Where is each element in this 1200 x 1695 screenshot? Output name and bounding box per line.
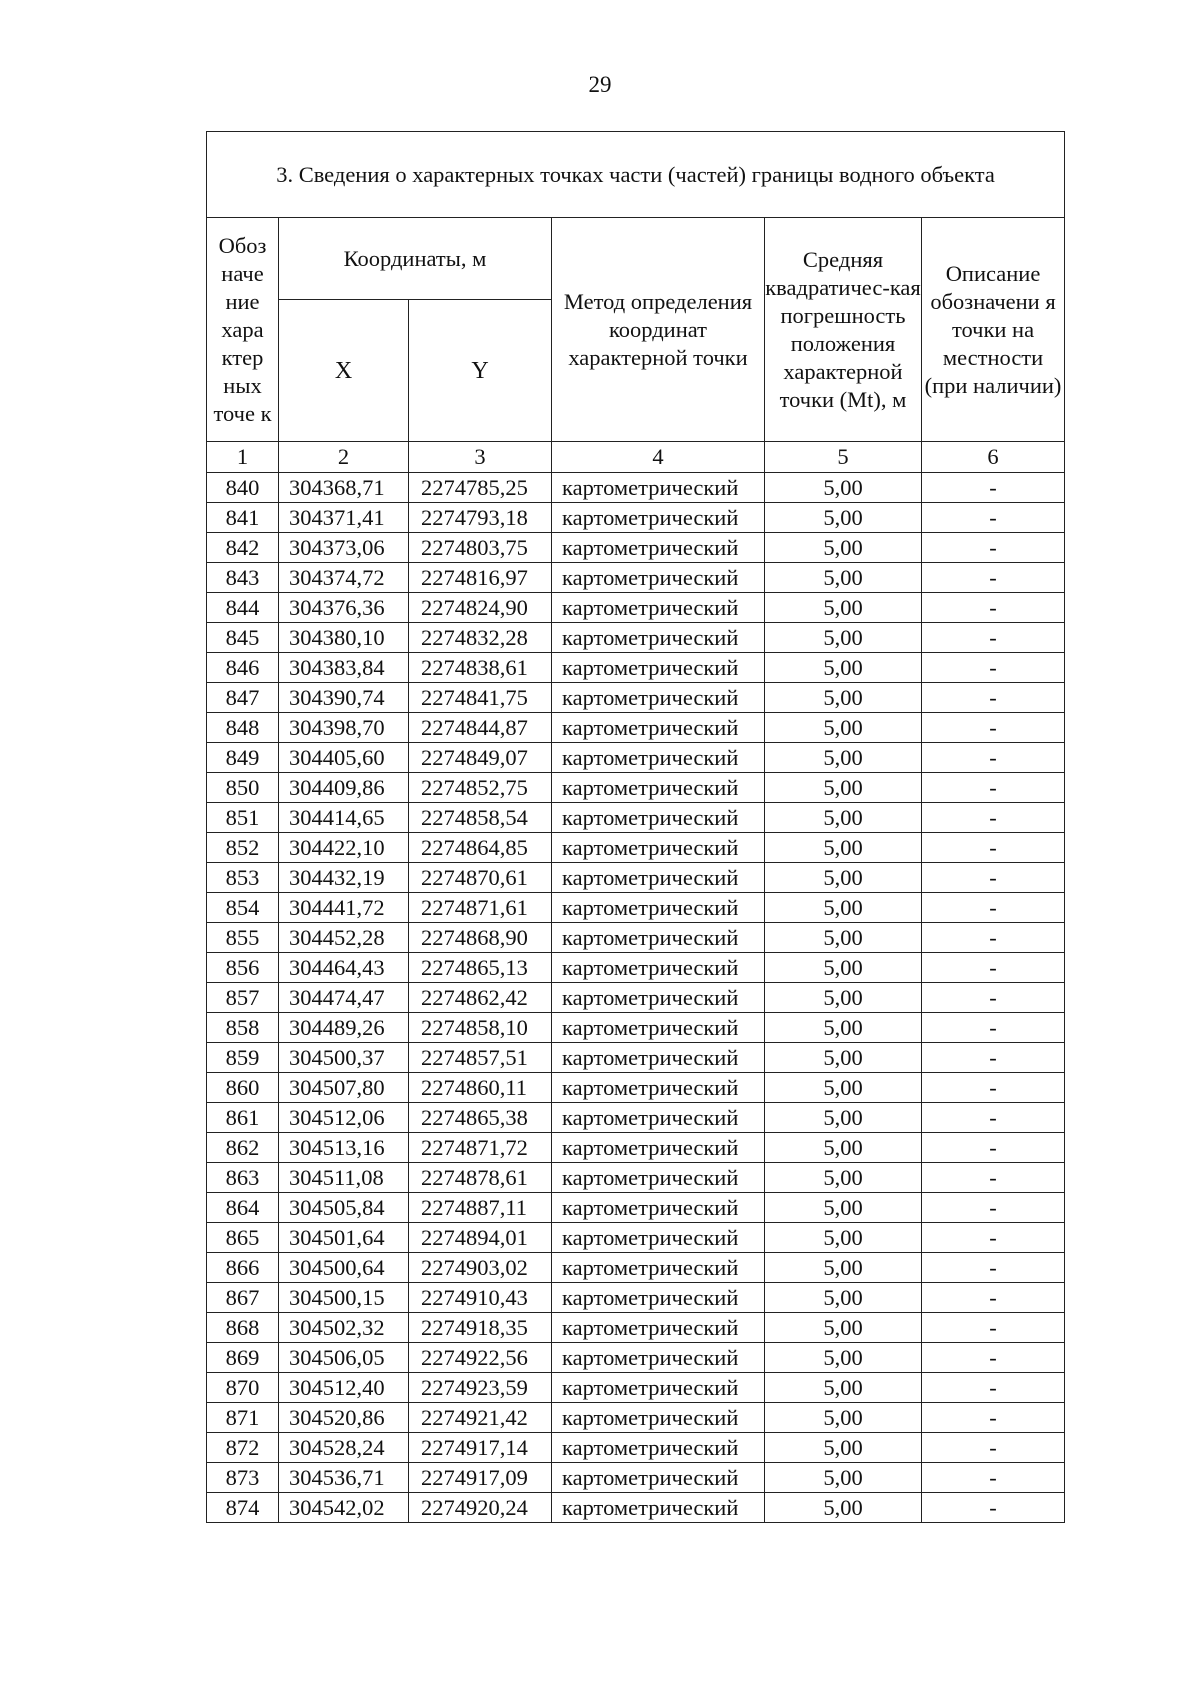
method-cell: картометрический: [552, 623, 765, 653]
table-row: [207, 1343, 1065, 1373]
description-cell: -: [922, 743, 1065, 773]
point-number-cell: 860: [207, 1073, 279, 1103]
table-row: [207, 983, 1065, 1013]
point-number-cell: 858: [207, 1013, 279, 1043]
error-cell: 5,00: [765, 923, 922, 953]
method-cell: картометрический: [552, 713, 765, 743]
coord-x-cell: 304409,86: [279, 773, 409, 803]
header-y: Y: [409, 300, 552, 442]
error-cell: 5,00: [765, 863, 922, 893]
coord-x-cell: 304405,60: [279, 743, 409, 773]
coord-x-cell: 304505,84: [279, 1193, 409, 1223]
point-number-cell: 869: [207, 1343, 279, 1373]
coord-x-cell: 304500,15: [279, 1283, 409, 1313]
coord-y-cell: 2274923,59: [409, 1373, 552, 1403]
point-number-cell: 853: [207, 863, 279, 893]
coord-y-cell: 2274785,25: [409, 473, 552, 503]
point-number-cell: 843: [207, 563, 279, 593]
error-cell: 5,00: [765, 1313, 922, 1343]
error-cell: 5,00: [765, 893, 922, 923]
table-row: [207, 1013, 1065, 1043]
point-number-cell: 850: [207, 773, 279, 803]
coord-x-cell: 304512,40: [279, 1373, 409, 1403]
error-cell: 5,00: [765, 1373, 922, 1403]
method-cell: картометрический: [552, 1103, 765, 1133]
error-cell: 5,00: [765, 683, 922, 713]
error-cell: 5,00: [765, 1163, 922, 1193]
point-number-cell: 855: [207, 923, 279, 953]
coord-x-cell: 304376,36: [279, 593, 409, 623]
boundary-points-table: [206, 131, 1065, 1523]
method-cell: картометрический: [552, 1043, 765, 1073]
point-number-cell: 866: [207, 1253, 279, 1283]
method-cell: картометрический: [552, 983, 765, 1013]
error-cell: 5,00: [765, 503, 922, 533]
error-cell: 5,00: [765, 1433, 922, 1463]
coord-x-cell: 304542,02: [279, 1493, 409, 1523]
method-cell: картометрический: [552, 1073, 765, 1103]
point-number-cell: 846: [207, 653, 279, 683]
point-number-cell: 851: [207, 803, 279, 833]
description-cell: -: [922, 953, 1065, 983]
error-cell: 5,00: [765, 743, 922, 773]
method-cell: картометрический: [552, 1463, 765, 1493]
coord-x-cell: 304414,65: [279, 803, 409, 833]
coord-y-cell: 2274838,61: [409, 653, 552, 683]
table-row: [207, 923, 1065, 953]
table-row: [207, 1373, 1065, 1403]
column-number: 2: [279, 442, 409, 473]
header-error: Средняя квадратичес-кая погрешность положения характерной точки (Mt), м: [765, 218, 922, 442]
error-cell: 5,00: [765, 983, 922, 1013]
point-number-cell: 849: [207, 743, 279, 773]
coord-x-cell: 304383,84: [279, 653, 409, 683]
point-number-cell: 840: [207, 473, 279, 503]
coord-y-cell: 2274910,43: [409, 1283, 552, 1313]
error-cell: 5,00: [765, 1073, 922, 1103]
error-cell: 5,00: [765, 1013, 922, 1043]
coord-y-cell: 2274903,02: [409, 1253, 552, 1283]
table-row: [207, 1103, 1065, 1133]
coord-x-cell: 304500,64: [279, 1253, 409, 1283]
coord-x-cell: 304398,70: [279, 713, 409, 743]
column-number: 3: [409, 442, 552, 473]
point-number-cell: 844: [207, 593, 279, 623]
point-number-cell: 842: [207, 533, 279, 563]
coord-x-cell: 304520,86: [279, 1403, 409, 1433]
method-cell: картометрический: [552, 1313, 765, 1343]
error-cell: 5,00: [765, 653, 922, 683]
description-cell: -: [922, 653, 1065, 683]
header-x: X: [279, 300, 409, 442]
table-row: [207, 1313, 1065, 1343]
method-cell: картометрический: [552, 893, 765, 923]
table-row: [207, 863, 1065, 893]
table-row: [207, 893, 1065, 923]
description-cell: -: [922, 923, 1065, 953]
coord-x-cell: 304528,24: [279, 1433, 409, 1463]
coord-x-cell: 304501,64: [279, 1223, 409, 1253]
error-cell: 5,00: [765, 1193, 922, 1223]
description-cell: -: [922, 1343, 1065, 1373]
column-number: 1: [207, 442, 279, 473]
coord-y-cell: 2274816,97: [409, 563, 552, 593]
point-number-cell: 852: [207, 833, 279, 863]
error-cell: 5,00: [765, 1253, 922, 1283]
coord-y-cell: 2274868,90: [409, 923, 552, 953]
table-row: [207, 683, 1065, 713]
method-cell: картометрический: [552, 863, 765, 893]
point-number-cell: 868: [207, 1313, 279, 1343]
coord-x-cell: 304452,28: [279, 923, 409, 953]
table-row: [207, 1133, 1065, 1163]
method-cell: картометрический: [552, 743, 765, 773]
method-cell: картометрический: [552, 1283, 765, 1313]
coord-y-cell: 2274887,11: [409, 1193, 552, 1223]
method-cell: картометрический: [552, 1343, 765, 1373]
header-description: Описание обозначени я точки на местности (при наличии): [922, 218, 1065, 442]
error-cell: 5,00: [765, 593, 922, 623]
coord-x-cell: 304536,71: [279, 1463, 409, 1493]
table-row: [207, 533, 1065, 563]
point-number-cell: 861: [207, 1103, 279, 1133]
page-number: 29: [588, 72, 612, 97]
table-row: [207, 1493, 1065, 1523]
description-cell: -: [922, 803, 1065, 833]
point-number-cell: 859: [207, 1043, 279, 1073]
coord-y-cell: 2274803,75: [409, 533, 552, 563]
table-row: [207, 953, 1065, 983]
point-number-cell: 872: [207, 1433, 279, 1463]
description-cell: -: [922, 1463, 1065, 1493]
coord-y-cell: 2274841,75: [409, 683, 552, 713]
description-cell: -: [922, 1493, 1065, 1523]
description-cell: -: [922, 1163, 1065, 1193]
error-cell: 5,00: [765, 953, 922, 983]
coord-x-cell: 304506,05: [279, 1343, 409, 1373]
coord-y-cell: 2274858,54: [409, 803, 552, 833]
table-row: [207, 1253, 1065, 1283]
description-cell: -: [922, 1013, 1065, 1043]
error-cell: 5,00: [765, 473, 922, 503]
description-cell: -: [922, 1253, 1065, 1283]
table-row: [207, 1193, 1065, 1223]
coord-x-cell: 304511,08: [279, 1163, 409, 1193]
coord-y-cell: 2274832,28: [409, 623, 552, 653]
coord-y-cell: 2274860,11: [409, 1073, 552, 1103]
coord-x-cell: 304489,26: [279, 1013, 409, 1043]
header-row-1: [207, 218, 1065, 300]
coord-x-cell: 304464,43: [279, 953, 409, 983]
description-cell: -: [922, 593, 1065, 623]
column-number: 6: [922, 442, 1065, 473]
coord-y-cell: 2274918,35: [409, 1313, 552, 1343]
error-cell: 5,00: [765, 1103, 922, 1133]
description-cell: -: [922, 773, 1065, 803]
error-cell: 5,00: [765, 833, 922, 863]
header-method: Метод определения координат характерной точки: [552, 218, 765, 442]
table-row: [207, 1403, 1065, 1433]
coord-y-cell: 2274865,38: [409, 1103, 552, 1133]
error-cell: 5,00: [765, 563, 922, 593]
table-row: [207, 623, 1065, 653]
table-row: [207, 503, 1065, 533]
column-number: 5: [765, 442, 922, 473]
table-row: [207, 653, 1065, 683]
column-number-row: [207, 442, 1065, 473]
table-row: [207, 1433, 1065, 1463]
method-cell: картометрический: [552, 1223, 765, 1253]
table-row: [207, 1283, 1065, 1313]
description-cell: -: [922, 1073, 1065, 1103]
table-row: [207, 1463, 1065, 1493]
description-cell: -: [922, 473, 1065, 503]
point-number-cell: 865: [207, 1223, 279, 1253]
error-cell: 5,00: [765, 1493, 922, 1523]
table-row: [207, 713, 1065, 743]
coord-y-cell: 2274858,10: [409, 1013, 552, 1043]
error-cell: 5,00: [765, 1223, 922, 1253]
method-cell: картометрический: [552, 473, 765, 503]
table-row: [207, 1163, 1065, 1193]
coord-y-cell: 2274864,85: [409, 833, 552, 863]
table-row: [207, 833, 1065, 863]
coord-y-cell: 2274917,14: [409, 1433, 552, 1463]
description-cell: -: [922, 1313, 1065, 1343]
description-cell: -: [922, 833, 1065, 863]
point-number-cell: 863: [207, 1163, 279, 1193]
method-cell: картометрический: [552, 1193, 765, 1223]
coord-y-cell: 2274922,56: [409, 1343, 552, 1373]
error-cell: 5,00: [765, 623, 922, 653]
table-title: 3. Сведения о характерных точках части (частей) границы водного объекта: [207, 132, 1065, 218]
error-cell: 5,00: [765, 1283, 922, 1313]
method-cell: картометрический: [552, 1013, 765, 1043]
method-cell: картометрический: [552, 683, 765, 713]
description-cell: -: [922, 1403, 1065, 1433]
coord-x-cell: 304374,72: [279, 563, 409, 593]
description-cell: -: [922, 683, 1065, 713]
error-cell: 5,00: [765, 773, 922, 803]
description-cell: -: [922, 1193, 1065, 1223]
coord-x-cell: 304502,32: [279, 1313, 409, 1343]
coord-y-cell: 2274878,61: [409, 1163, 552, 1193]
coord-x-cell: 304474,47: [279, 983, 409, 1013]
coord-x-cell: 304380,10: [279, 623, 409, 653]
method-cell: картометрический: [552, 1163, 765, 1193]
description-cell: -: [922, 863, 1065, 893]
table-row: [207, 743, 1065, 773]
header-coordinates: Координаты, м: [279, 218, 552, 300]
coord-x-cell: 304500,37: [279, 1043, 409, 1073]
method-cell: картометрический: [552, 533, 765, 563]
coord-y-cell: 2274824,90: [409, 593, 552, 623]
method-cell: картометрический: [552, 503, 765, 533]
coord-y-cell: 2274920,24: [409, 1493, 552, 1523]
point-number-cell: 871: [207, 1403, 279, 1433]
method-cell: картометрический: [552, 563, 765, 593]
description-cell: -: [922, 1103, 1065, 1133]
point-number-cell: 848: [207, 713, 279, 743]
description-cell: -: [922, 623, 1065, 653]
coord-y-cell: 2274793,18: [409, 503, 552, 533]
coord-x-cell: 304371,41: [279, 503, 409, 533]
point-number-cell: 856: [207, 953, 279, 983]
method-cell: картометрический: [552, 773, 765, 803]
method-cell: картометрический: [552, 833, 765, 863]
column-number: 4: [552, 442, 765, 473]
coord-y-cell: 2274857,51: [409, 1043, 552, 1073]
point-number-cell: 873: [207, 1463, 279, 1493]
coord-y-cell: 2274844,87: [409, 713, 552, 743]
description-cell: -: [922, 983, 1065, 1013]
point-number-cell: 864: [207, 1193, 279, 1223]
point-number-cell: 847: [207, 683, 279, 713]
coord-y-cell: 2274871,61: [409, 893, 552, 923]
coord-y-cell: 2274921,42: [409, 1403, 552, 1433]
method-cell: картометрический: [552, 1433, 765, 1463]
point-number-cell: 874: [207, 1493, 279, 1523]
table-row: [207, 773, 1065, 803]
coord-x-cell: 304422,10: [279, 833, 409, 863]
method-cell: картометрический: [552, 1493, 765, 1523]
description-cell: -: [922, 1043, 1065, 1073]
coord-x-cell: 304512,06: [279, 1103, 409, 1133]
coord-x-cell: 304441,72: [279, 893, 409, 923]
point-number-cell: 841: [207, 503, 279, 533]
coord-y-cell: 2274865,13: [409, 953, 552, 983]
coord-x-cell: 304390,74: [279, 683, 409, 713]
method-cell: картометрический: [552, 593, 765, 623]
description-cell: -: [922, 533, 1065, 563]
title-row: [207, 132, 1065, 218]
table-row: [207, 1073, 1065, 1103]
table-row: [207, 1223, 1065, 1253]
coord-y-cell: 2274862,42: [409, 983, 552, 1013]
coord-x-cell: 304432,19: [279, 863, 409, 893]
error-cell: 5,00: [765, 713, 922, 743]
coord-y-cell: 2274870,61: [409, 863, 552, 893]
description-cell: -: [922, 1433, 1065, 1463]
description-cell: -: [922, 713, 1065, 743]
description-cell: -: [922, 503, 1065, 533]
method-cell: картометрический: [552, 953, 765, 983]
method-cell: картометрический: [552, 653, 765, 683]
coord-x-cell: 304507,80: [279, 1073, 409, 1103]
point-number-cell: 867: [207, 1283, 279, 1313]
point-number-cell: 870: [207, 1373, 279, 1403]
error-cell: 5,00: [765, 1343, 922, 1373]
coord-y-cell: 2274871,72: [409, 1133, 552, 1163]
coord-y-cell: 2274917,09: [409, 1463, 552, 1493]
point-number-cell: 854: [207, 893, 279, 923]
error-cell: 5,00: [765, 1133, 922, 1163]
error-cell: 5,00: [765, 1043, 922, 1073]
method-cell: картометрический: [552, 1373, 765, 1403]
description-cell: -: [922, 1223, 1065, 1253]
table-row: [207, 803, 1065, 833]
table-row: [207, 1043, 1065, 1073]
table-body: [207, 132, 1065, 1523]
description-cell: -: [922, 1283, 1065, 1313]
table-row: [207, 563, 1065, 593]
description-cell: -: [922, 1373, 1065, 1403]
header-designation: Обоз наче ние хара ктер ных точе к: [207, 218, 279, 442]
method-cell: картометрический: [552, 1253, 765, 1283]
point-number-cell: 862: [207, 1133, 279, 1163]
method-cell: картометрический: [552, 803, 765, 833]
error-cell: 5,00: [765, 533, 922, 563]
error-cell: 5,00: [765, 1403, 922, 1433]
method-cell: картометрический: [552, 1403, 765, 1433]
point-number-cell: 857: [207, 983, 279, 1013]
coord-x-cell: 304513,16: [279, 1133, 409, 1163]
coord-y-cell: 2274849,07: [409, 743, 552, 773]
coord-x-cell: 304373,06: [279, 533, 409, 563]
coord-y-cell: 2274852,75: [409, 773, 552, 803]
method-cell: картометрический: [552, 1133, 765, 1163]
error-cell: 5,00: [765, 803, 922, 833]
method-cell: картометрический: [552, 923, 765, 953]
description-cell: -: [922, 1133, 1065, 1163]
table-row: [207, 473, 1065, 503]
point-number-cell: 845: [207, 623, 279, 653]
coord-y-cell: 2274894,01: [409, 1223, 552, 1253]
table-row: [207, 593, 1065, 623]
error-cell: 5,00: [765, 1463, 922, 1493]
description-cell: -: [922, 893, 1065, 923]
description-cell: -: [922, 563, 1065, 593]
coord-x-cell: 304368,71: [279, 473, 409, 503]
